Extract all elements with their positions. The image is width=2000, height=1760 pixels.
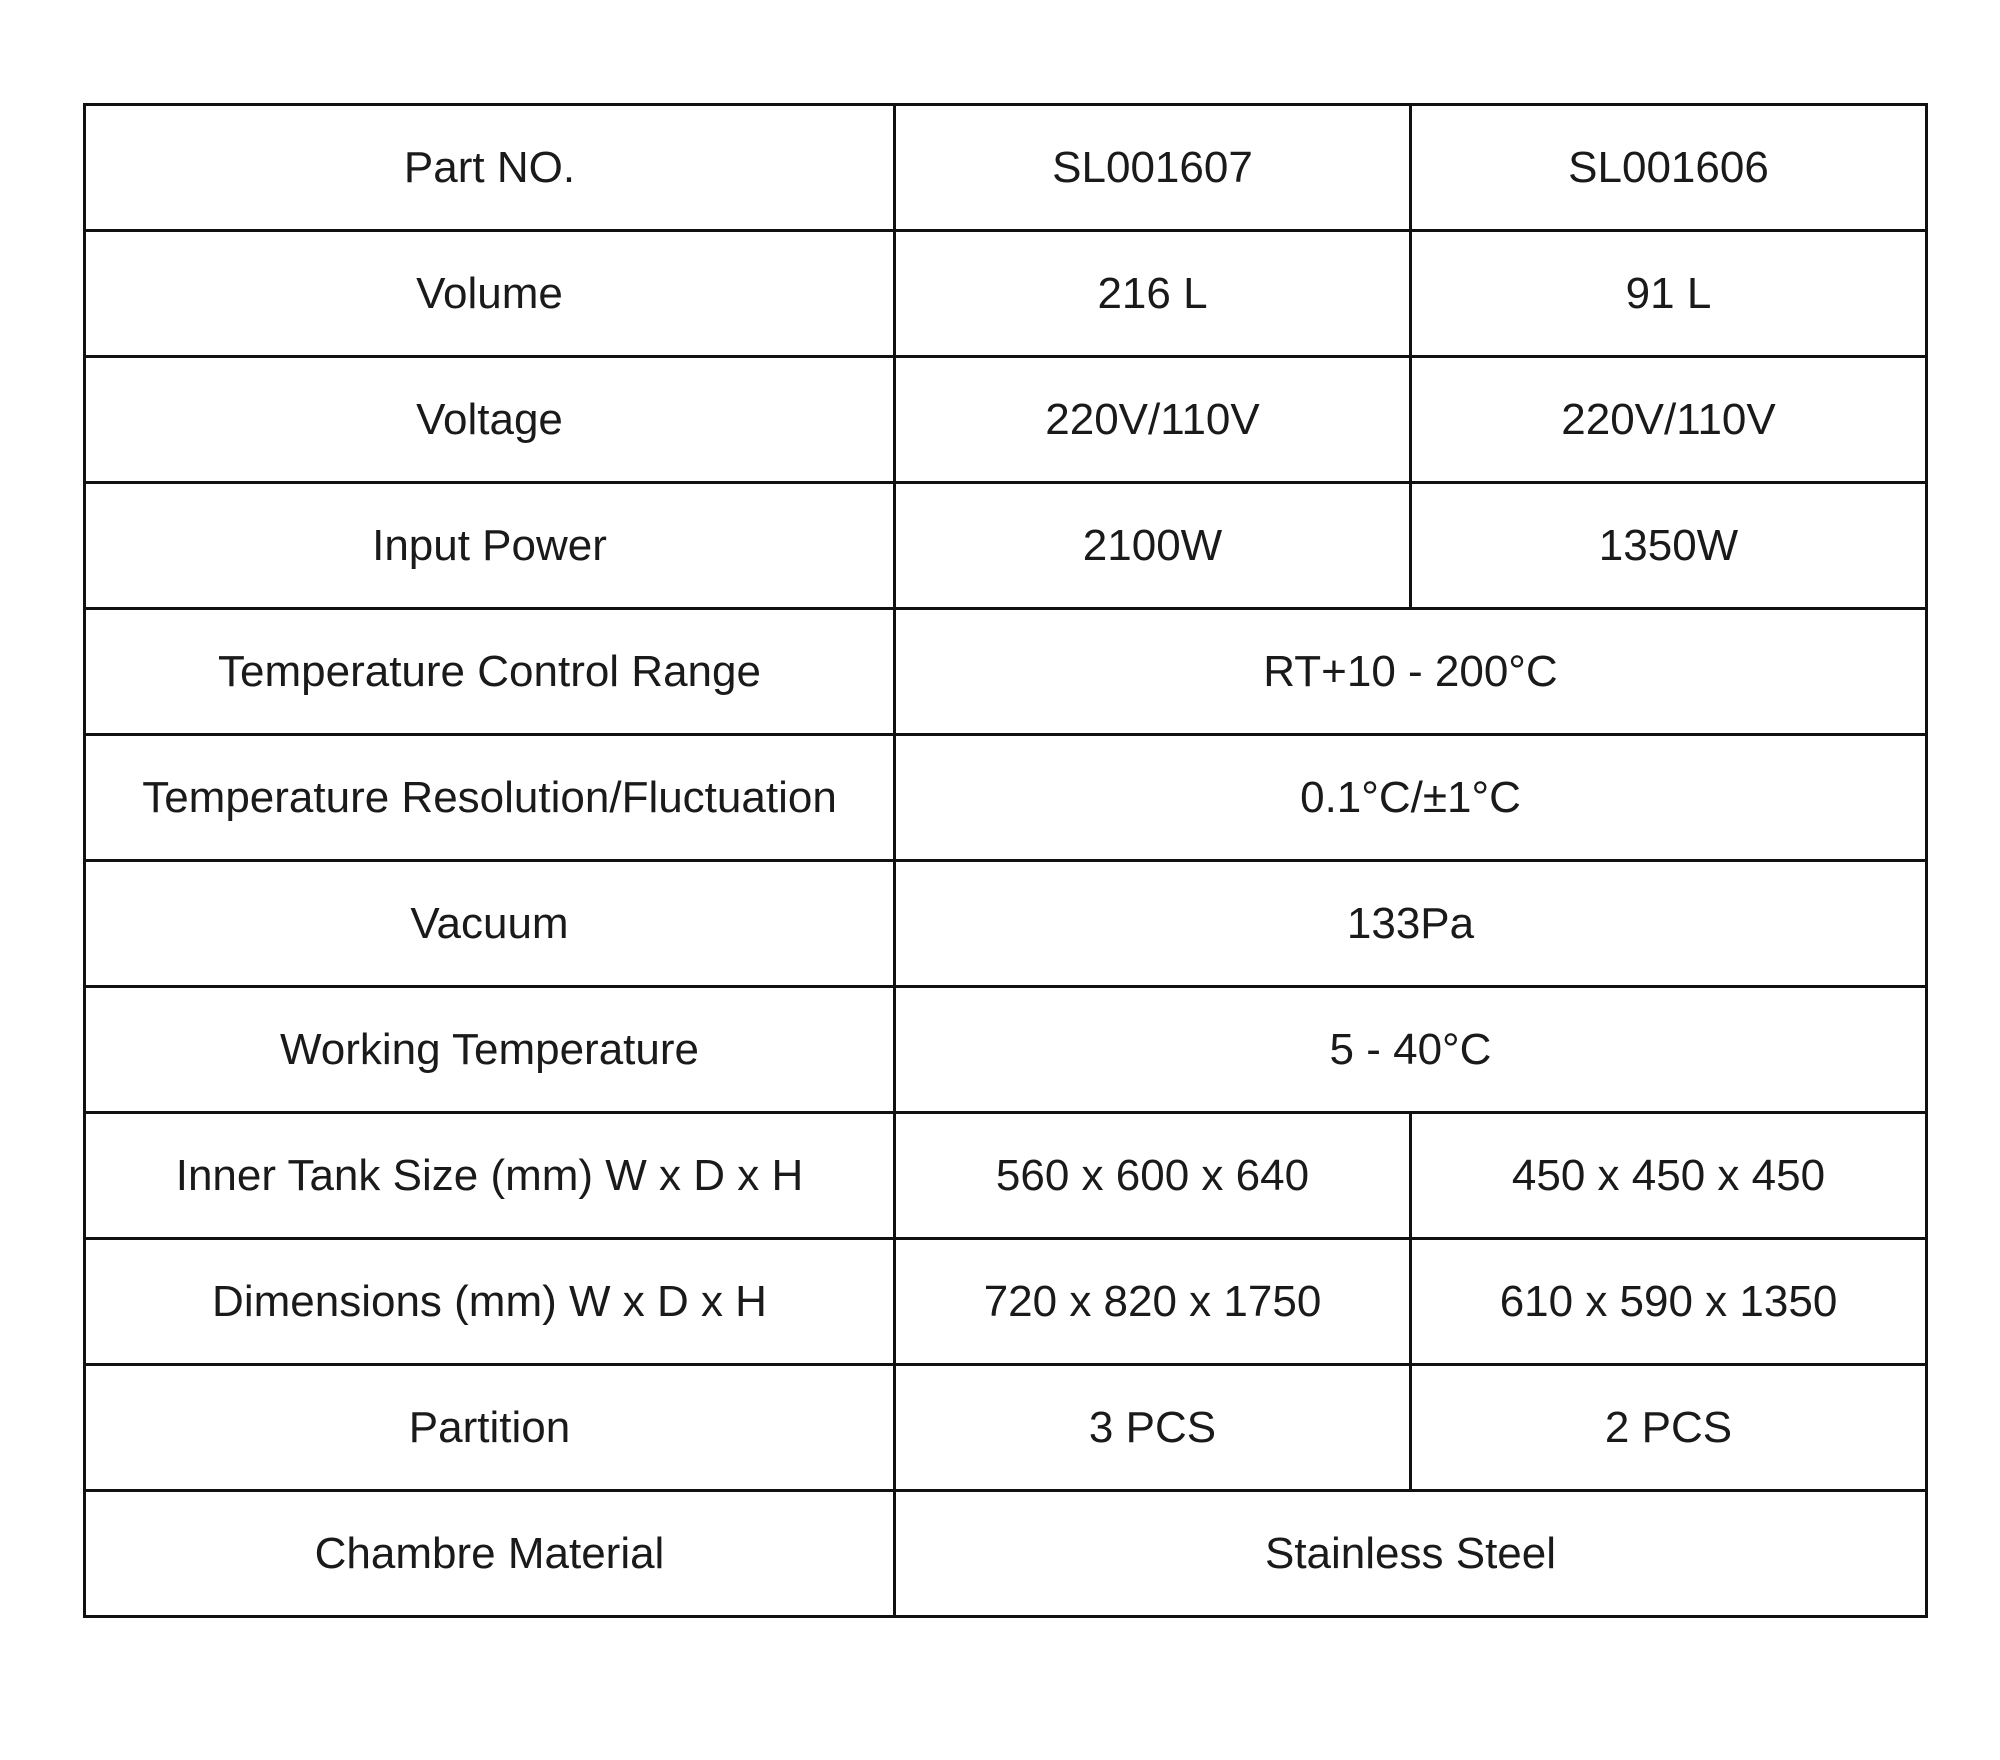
spec-row-input-power [85, 483, 1927, 609]
row-shared-value-cell: 5 - 40°C [895, 987, 1927, 1113]
row-value-cell: 1350W [1411, 483, 1927, 609]
row-shared-value-cell: 133Pa [895, 861, 1927, 987]
row-value-cell: 91 L [1411, 231, 1927, 357]
row-label-cell: Input Power [85, 483, 895, 609]
spec-row-chamber-material [85, 1491, 1927, 1617]
row-label-cell: Volume [85, 231, 895, 357]
row-shared-value-cell: 0.1°C/±1°C [895, 735, 1927, 861]
header-part-number-cell: SL001607 [895, 105, 1411, 231]
row-shared-value-cell: RT+10 - 200°C [895, 609, 1927, 735]
row-label-cell: Partition [85, 1365, 895, 1491]
row-value-cell: 450 x 450 x 450 [1411, 1113, 1927, 1239]
spec-row-temperature-control-range [85, 609, 1927, 735]
row-value-cell: 220V/110V [1411, 357, 1927, 483]
row-label-cell: Temperature Control Range [85, 609, 895, 735]
row-label-cell: Inner Tank Size (mm) W x D x H [85, 1113, 895, 1239]
row-value-cell: 2 PCS [1411, 1365, 1927, 1491]
spec-row-inner-tank-size [85, 1113, 1927, 1239]
row-label-cell: Temperature Resolution/Fluctuation [85, 735, 895, 861]
spec-row-partition [85, 1365, 1927, 1491]
row-label-cell: Voltage [85, 357, 895, 483]
spec-row-working-temperature [85, 987, 1927, 1113]
spec-row-dimensions [85, 1239, 1927, 1365]
row-shared-value-cell: Stainless Steel [895, 1491, 1927, 1617]
row-label-cell: Working Temperature [85, 987, 895, 1113]
row-value-cell: 560 x 600 x 640 [895, 1113, 1411, 1239]
spec-table [83, 103, 1928, 1618]
spec-row-voltage [85, 357, 1927, 483]
row-value-cell: 3 PCS [895, 1365, 1411, 1491]
header-row [85, 105, 1927, 231]
header-label-cell: Part NO. [85, 105, 895, 231]
spec-row-vacuum [85, 861, 1927, 987]
row-value-cell: 2100W [895, 483, 1411, 609]
row-value-cell: 610 x 590 x 1350 [1411, 1239, 1927, 1365]
row-value-cell: 216 L [895, 231, 1411, 357]
spec-row-volume [85, 231, 1927, 357]
row-value-cell: 720 x 820 x 1750 [895, 1239, 1411, 1365]
spec-row-temperature-resolution [85, 735, 1927, 861]
row-label-cell: Vacuum [85, 861, 895, 987]
header-part-number-cell: SL001606 [1411, 105, 1927, 231]
row-label-cell: Dimensions (mm) W x D x H [85, 1239, 895, 1365]
row-value-cell: 220V/110V [895, 357, 1411, 483]
row-label-cell: Chambre Material [85, 1491, 895, 1617]
